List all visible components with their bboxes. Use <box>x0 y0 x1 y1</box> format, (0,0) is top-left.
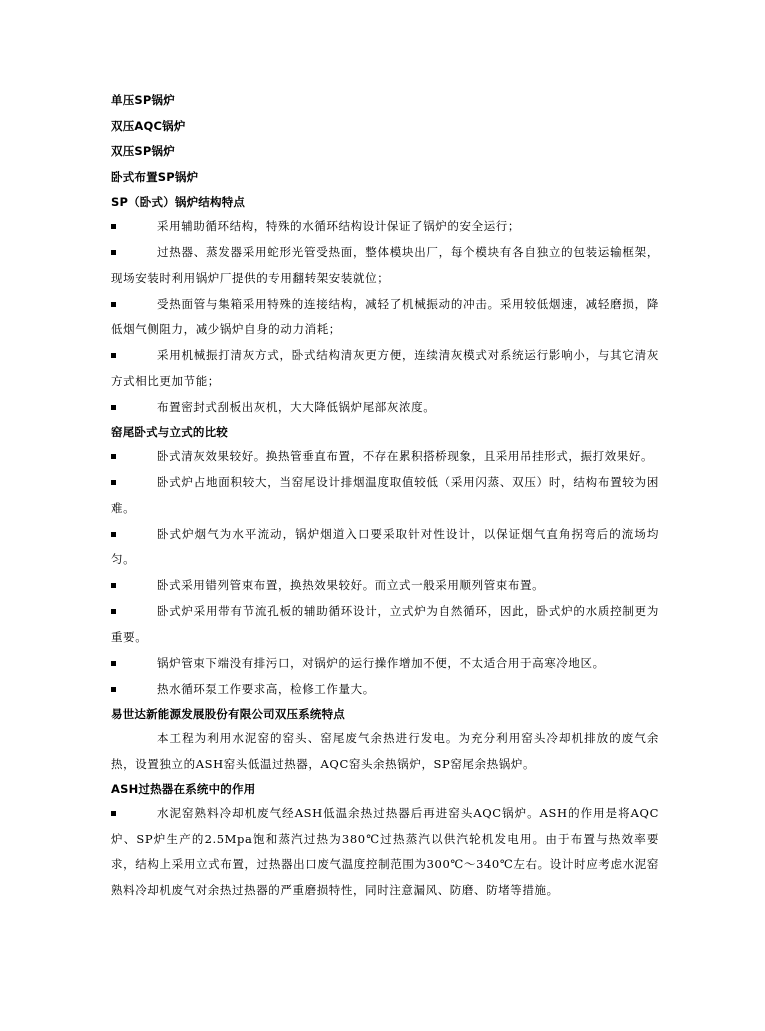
list-item: 水泥窑熟料冷却机废气经ASH低温余热过热器后再进窑头AQC锅炉。ASH的作用是将AQC炉、SP炉生产的2.5Mpa饱和蒸汽过热为380℃过热蒸汽以供汽轮机发电用。由于布置与热效率要求，结构上采用立式布置，过热器出口废气温度控制范围为300℃～340℃左右。设计时应考虑水泥窑熟料冷却机废气对余热过热器的严重磨损特性，同时注意漏风、防磨、防堵等措施。 <box>111 806 659 897</box>
bullet-icon <box>111 353 116 358</box>
list-item: 卧式炉占地面积较大，当窑尾设计排烟温度取值较低（采用闪蒸、双压）时，结构布置较为困难。 <box>111 475 659 515</box>
list-item: 锅炉管束下端没有排污口，对锅炉的运行操作增加不便，不太适合用于高寒冷地区。 <box>111 651 659 677</box>
bullet-icon <box>111 302 116 307</box>
bullet-icon <box>111 811 116 816</box>
bullet-icon <box>111 250 116 255</box>
bullet-icon <box>111 454 116 459</box>
heading-ash-role: ASH过热器在系统中的作用 <box>111 782 256 796</box>
bullet-icon <box>111 480 116 485</box>
heading-comparison: 窑尾卧式与立式的比较 <box>111 425 228 439</box>
heading-dual-pressure-system: 易世达新能源发展股份有限公司双压系统特点 <box>111 707 345 721</box>
list-item: 采用机械振打清灰方式，卧式结构清灰更方便，连续清灰模式对系统运行影响小，与其它清灰方式相比更加节能； <box>111 348 659 388</box>
list-item: 卧式炉烟气为水平流动，锅炉烟道入口要采取针对性设计，以保证烟气直角拐弯后的流场均匀。 <box>111 526 659 566</box>
bullet-icon <box>111 224 116 229</box>
bullet-icon <box>111 687 116 692</box>
bullet-icon <box>111 583 116 588</box>
list-item: 受热面管与集箱采用特殊的连接结构，减轻了机械振动的冲击。采用较低烟速，减轻磨损，降低烟气侧阻力，减少锅炉自身的动力消耗； <box>111 296 659 336</box>
heading-sp-structure: SP（卧式）锅炉结构特点 <box>111 195 246 209</box>
heading-dual-pressure-sp: 双压SP锅炉 <box>111 144 175 158</box>
list-item: 采用辅助循环结构，特殊的水循环结构设计保证了锅炉的安全运行； <box>111 214 659 240</box>
list-item: 卧式采用错列管束布置，换热效果较好。而立式一般采用顺列管束布置。 <box>111 573 659 599</box>
bullet-icon <box>111 405 116 410</box>
heading-horizontal-sp: 卧式布置SP锅炉 <box>111 169 199 184</box>
list-item: 过热器、蒸发器采用蛇形光管受热面，整体模块出厂，每个模块有各自独立的包装运输框架，现场安装时利用锅炉厂提供的专用翻转架安装就位； <box>111 245 659 285</box>
heading-dual-pressure-aqc: 双压AQC锅炉 <box>111 118 186 133</box>
bullet-icon <box>111 532 116 537</box>
paragraph-dual-pressure: 本工程为利用水泥窑的窑头、窑尾废气余热进行发电。为充分利用窑头冷却机排放的废气余热，设置独立的ASH窑头低温过热器，AQC窑头余热锅炉，SP窑尾余热锅炉。 <box>111 731 659 771</box>
list-item: 热水循环泵工作要求高，检修工作量大。 <box>111 677 659 703</box>
document-page <box>111 92 659 904</box>
list-item: 卧式炉采用带有节流孔板的辅助循环设计，立式炉为自然循环，因此，卧式炉的水质控制更为重要。 <box>111 604 659 644</box>
list-item: 布置密封式刮板出灰机，大大降低锅炉尾部灰浓度。 <box>111 395 659 421</box>
bullet-icon <box>111 609 116 614</box>
bullet-icon <box>111 661 116 666</box>
list-item: 卧式清灰效果较好。换热管垂直布置，不存在累积搭桥现象，且采用吊挂形式，振打效果好。 <box>111 444 659 470</box>
heading-single-pressure-sp: 单压SP锅炉 <box>111 93 175 107</box>
